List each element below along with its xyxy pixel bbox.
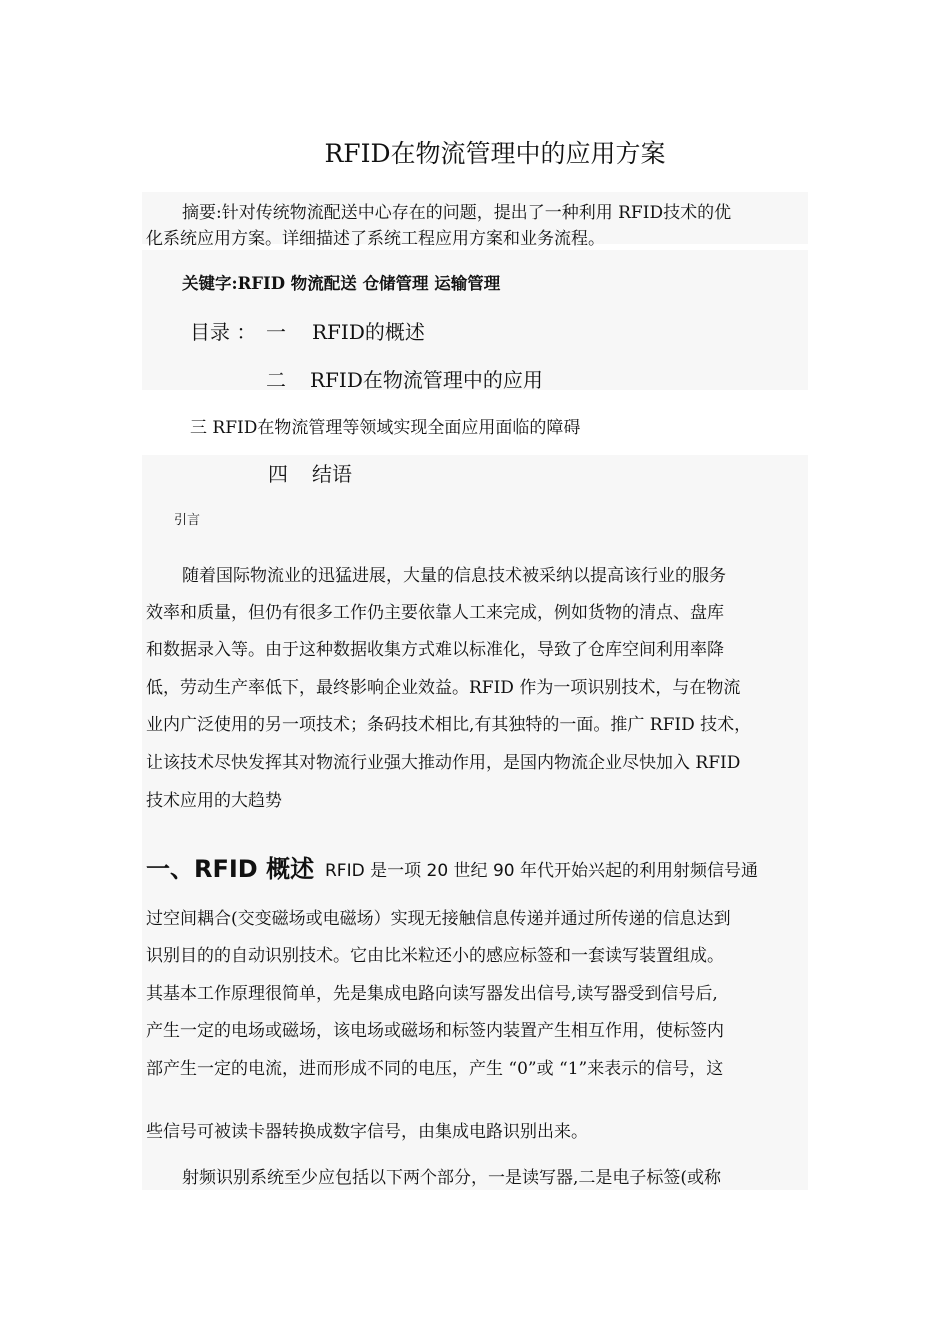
abstract-line-1: 摘要:针对传统物流配送中心存在的问题，提出了一种利用 RFID技术的优 [182, 203, 732, 223]
section-1-line: 些信号可被读卡器转换成数字信号，由集成电路识别出来。 [146, 1122, 588, 1142]
section-1-heading: 一、RFID 概述 [146, 855, 315, 883]
toc-item-3-text: 三 RFID在物流管理等领域实现全面应用面临的障碍 [190, 418, 581, 438]
intro-line: 业内广泛使用的另一项技术；条码技术相比,有其独特的一面。推广 RFID 技术， [146, 715, 752, 735]
intro-line: 效率和质量，但仍有很多工作仍主要依靠人工来完成，例如货物的清点、盘库 [146, 603, 724, 623]
section-1-line: 产生一定的电场或磁场，该电场或磁场和标签内装置产生相互作用，使标签内 [146, 1021, 724, 1041]
toc-item-1-num: 一 [266, 320, 286, 344]
intro-line: 技术应用的大趋势 [146, 791, 282, 811]
intro-line: 低，劳动生产率低下，最终影响企业效益。RFID 作为一项识别技术，与在物流 [146, 678, 741, 698]
toc-item-2-text: RFID在物流管理中的应用 [310, 368, 543, 392]
intro-line: 和数据录入等。由于这种数据收集方式难以标准化，导致了仓库空间利用率降 [146, 640, 724, 660]
section-1-para-2: 射频识别系统至少应包括以下两个部分，一是读写器,二是电子标签(或称 [182, 1168, 722, 1188]
intro-line: 随着国际物流业的迅猛进展，大量的信息技术被采纳以提高该行业的服务 [182, 566, 726, 586]
abstract-line-2: 化系统应用方案。详细描述了系统工程应用方案和业务流程。 [146, 229, 605, 249]
keywords: 关键字:RFID 物流配送 仓储管理 运输管理 [182, 274, 501, 293]
section-1-line: 过空间耦合(交变磁场或电磁场）实现无接触信息传递并通过所传递的信息达到 [146, 909, 731, 929]
intro-line: 让该技术尽快发挥其对物流行业强大推动作用，是国内物流企业尽快加入 RFID [146, 753, 741, 773]
toc-item-4-text: 结语 [312, 462, 352, 486]
section-1-line: 部产生一定的电流，进而形成不同的电压，产生 “0”或 “1”来表示的信号，这 [146, 1059, 724, 1079]
toc-item-1-text: RFID的概述 [312, 320, 425, 344]
intro-label: 引言 [174, 513, 201, 528]
section-1-line: 其基本工作原理很简单，先是集成电路向读写器发出信号,读写器受到信号后, [146, 984, 718, 1004]
section-1-first-line: RFID 是一项 20 世纪 90 年代开始兴起的利用射频信号通 [325, 861, 758, 881]
document-title: RFID在物流管理中的应用方案 [324, 139, 666, 168]
toc-item-2-num: 二 [266, 368, 286, 392]
toc-item-4-num: 四 [268, 462, 288, 486]
section-1-line: 识别目的的自动识别技术。它由比米粒还小的感应标签和一套读写装置组成。 [146, 946, 724, 966]
toc-label: 目录 ： [190, 320, 257, 344]
